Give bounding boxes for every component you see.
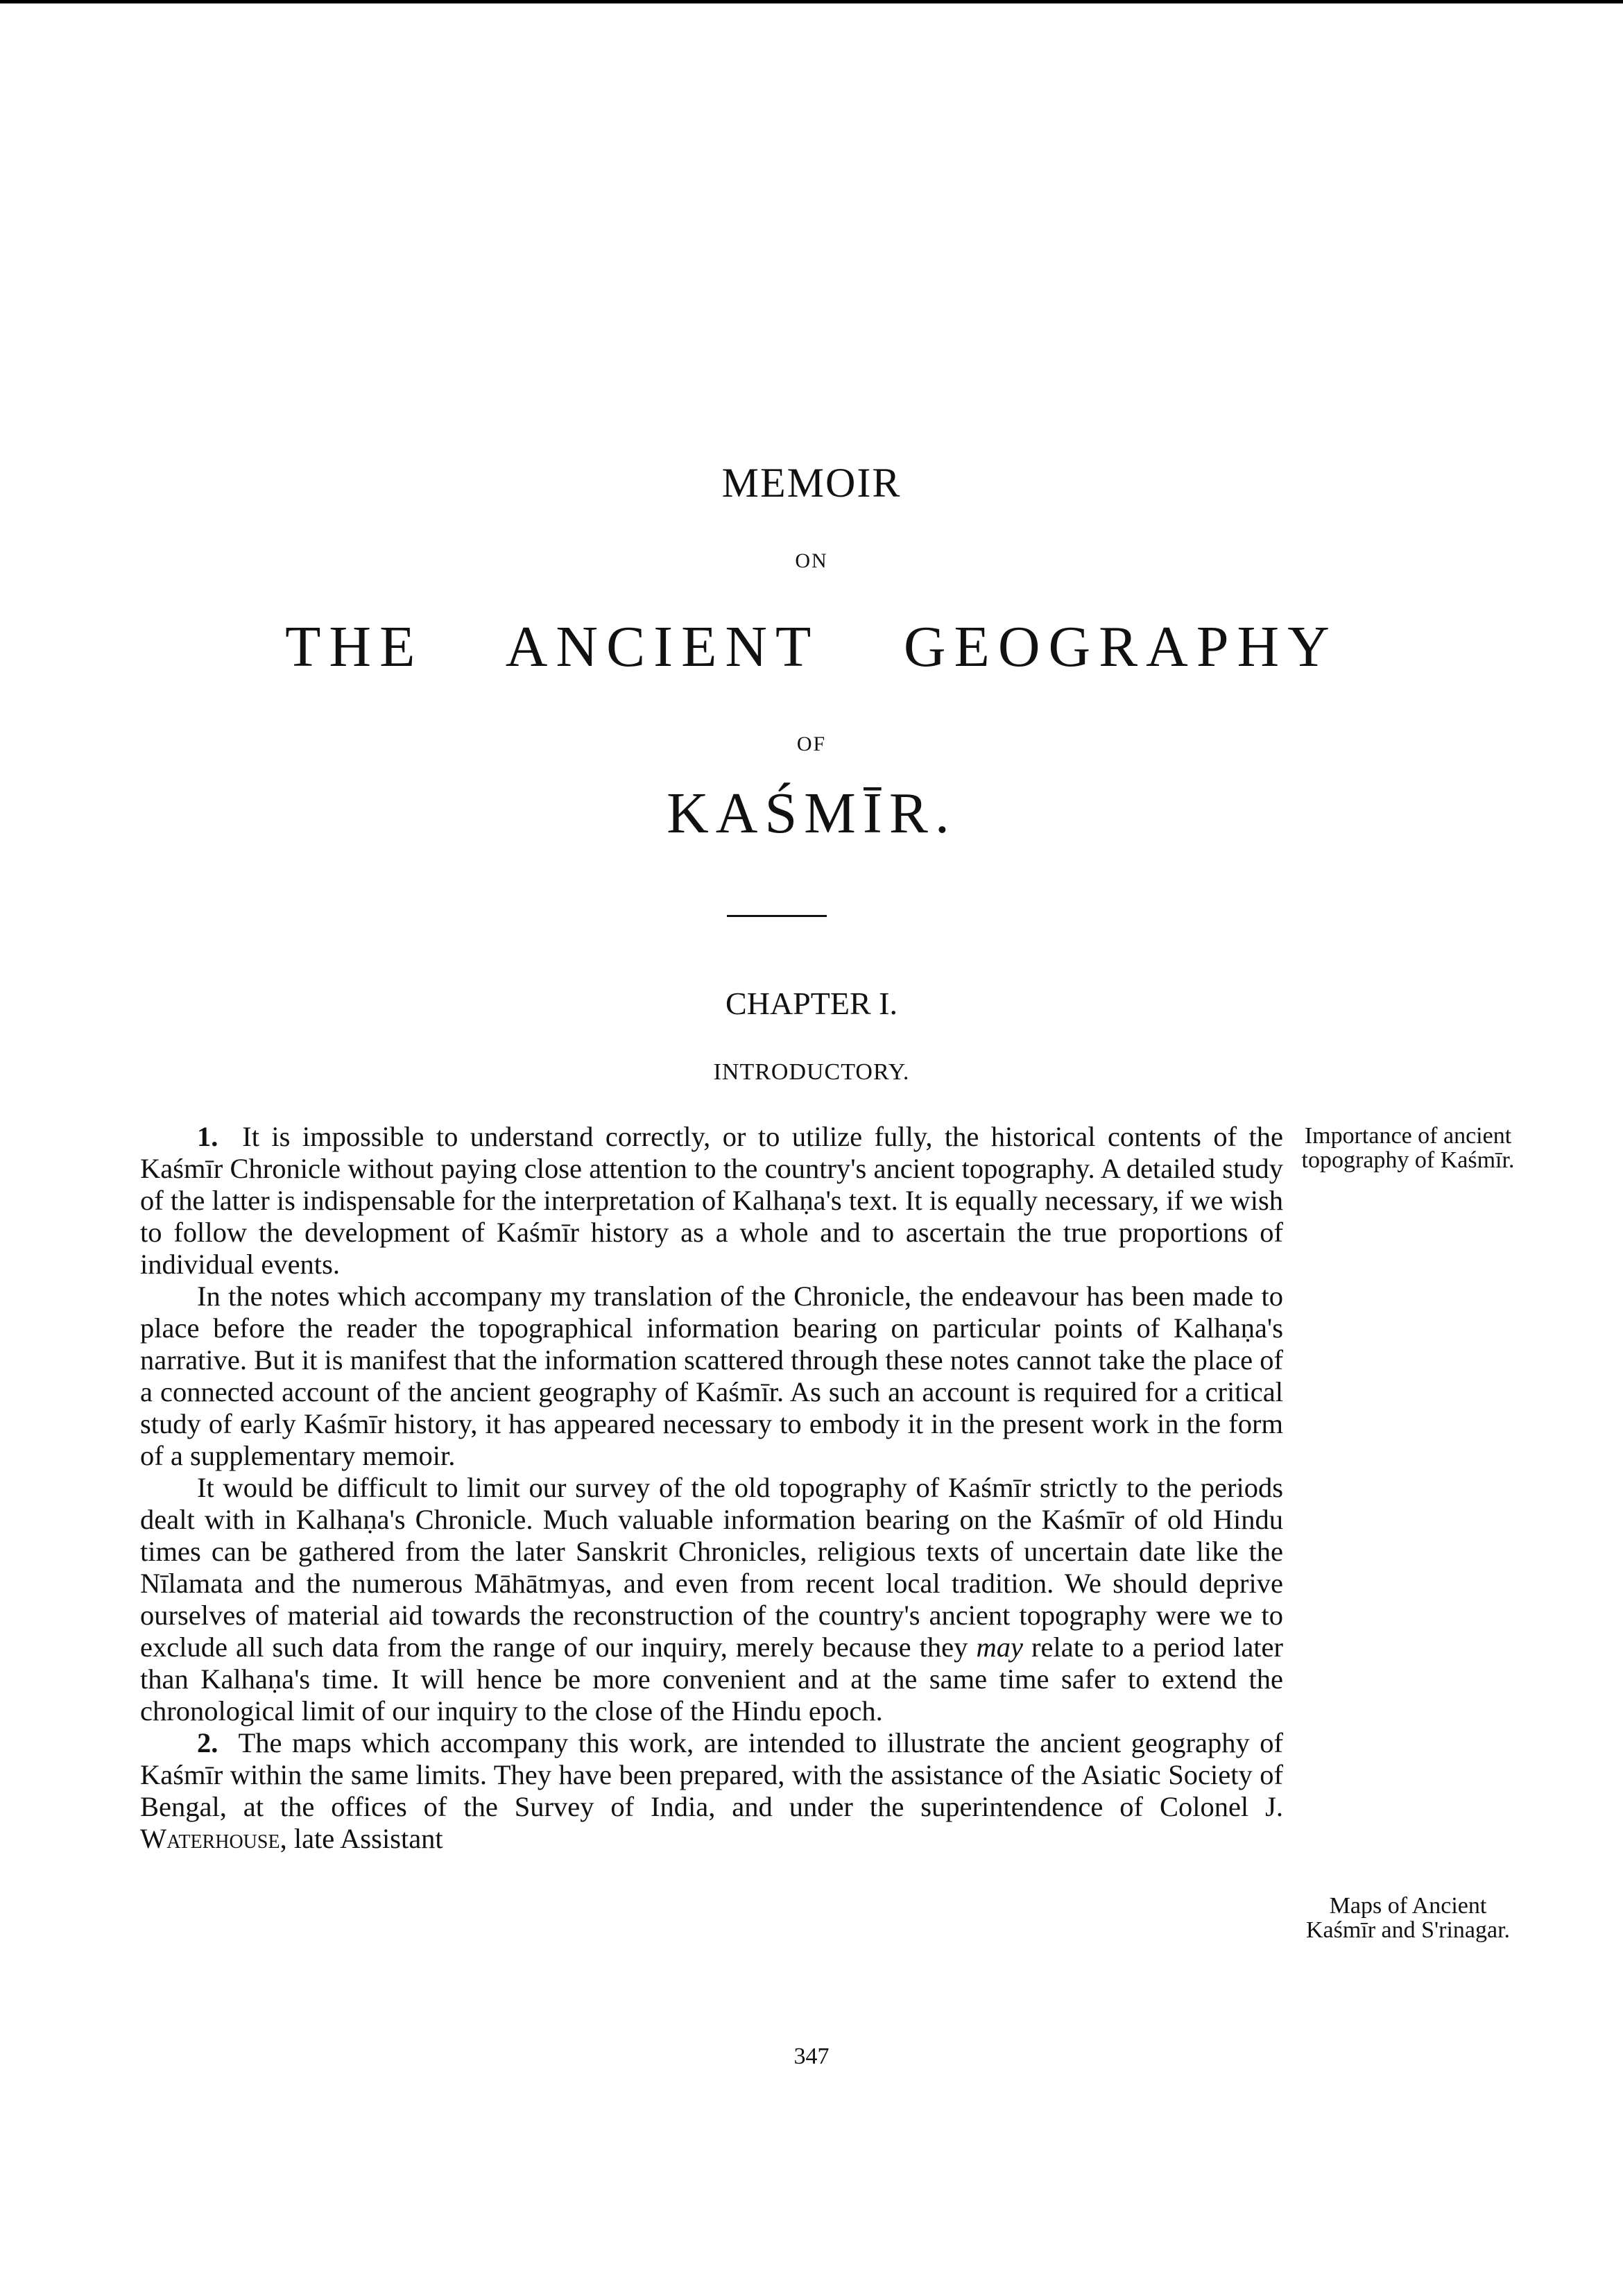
title-place: KAŚMĪR. xyxy=(667,781,956,846)
top-border-rule xyxy=(0,0,1623,3)
chapter-heading: CHAPTER I. xyxy=(725,986,898,1021)
paragraph-4 xyxy=(140,1727,1283,1855)
margin-note-maps: Maps of Ancient Kaśmīr and S'rinagar. xyxy=(1305,1893,1511,1943)
paragraph-4-name: Waterhouse xyxy=(140,1823,280,1854)
paragraph-number: 2. xyxy=(197,1727,218,1758)
paragraph-2 xyxy=(140,1280,1283,1472)
paragraph-4-text-b: , late Assistant xyxy=(280,1823,443,1854)
title-memoir: MEMOIR xyxy=(721,460,902,506)
paragraph-3-text-a: It would be difficult to limit our survey of the old topography of Kaśmīr strictly to the periods dealt with in Kalhaṇa's Chronicle. Much valuable information bearing on the Kaśmīr of old Hindu times can be gathered from the later Sanskrit Chronicles, religious texts of uncertain date like the Nīlamata and the numerous Māhātmyas, and even from recent local tradition. We should deprive ourselves of material aid towards the reconstruction of the country's ancient topography were we to exclude all such data from the range of our inquiry, merely because they xyxy=(140,1472,1283,1663)
margin-note-topography: Importance of ancient topography of Kaśmīr. xyxy=(1301,1123,1515,1173)
title-main: THE ANCIENT GEOGRAPHY xyxy=(285,615,1338,679)
paragraph-1 xyxy=(140,1121,1283,1280)
paragraph-3-emphasis: may xyxy=(976,1631,1023,1663)
chapter-subheading: INTRODUCTORY. xyxy=(713,1059,910,1085)
paragraph-number: 1. xyxy=(197,1121,218,1152)
page-number: 347 xyxy=(793,2044,830,2069)
title-divider xyxy=(727,915,827,917)
paragraph-1-text: It is impossible to understand correctly, or to utilize fully, the historical contents of the Kaśmīr Chronicle without paying close attention to the country's ancient topography. A detailed study of the latter is indispensable for the interpretation of Kalhaṇa's text. It is equally necessary, if we wish to follow the development of Kaśmīr history as a whole and to ascertain the true proportions of individual events. xyxy=(140,1121,1284,1280)
title-on: ON xyxy=(795,549,828,572)
title-of: OF xyxy=(796,733,827,755)
paragraph-3 xyxy=(140,1472,1283,1727)
paragraph-4-text-a: The maps which accompany this work, are intended to illustrate the ancient geography of Kaśmīr within the same limits. They have been prepared, with the assistance of the Asiatic Society of Bengal, at the offices of the Survey of India, and under the superintendence of Colonel J. xyxy=(140,1727,1284,1822)
body-text xyxy=(140,1121,1283,1855)
paragraph-3-text-b: relate to a period later than Kalhaṇa's time. It will hence be more convenient and at the same time safer to extend the chronological limit of our inquiry to the close of the Hindu epoch. xyxy=(140,1631,1284,1727)
paragraph-2-text: In the notes which accompany my translation of the Chronicle, the endeavour has been made to place before the reader the topographical information bearing on particular points of Kalhaṇa's narrative. But it is manifest that the information scattered through these notes cannot take the place of a connected account of the ancient geography of Kaśmīr. As such an account is required for a critical study of early Kaśmīr history, it has appeared necessary to embody it in the present work in the form of a supplementary memoir. xyxy=(140,1280,1283,1471)
